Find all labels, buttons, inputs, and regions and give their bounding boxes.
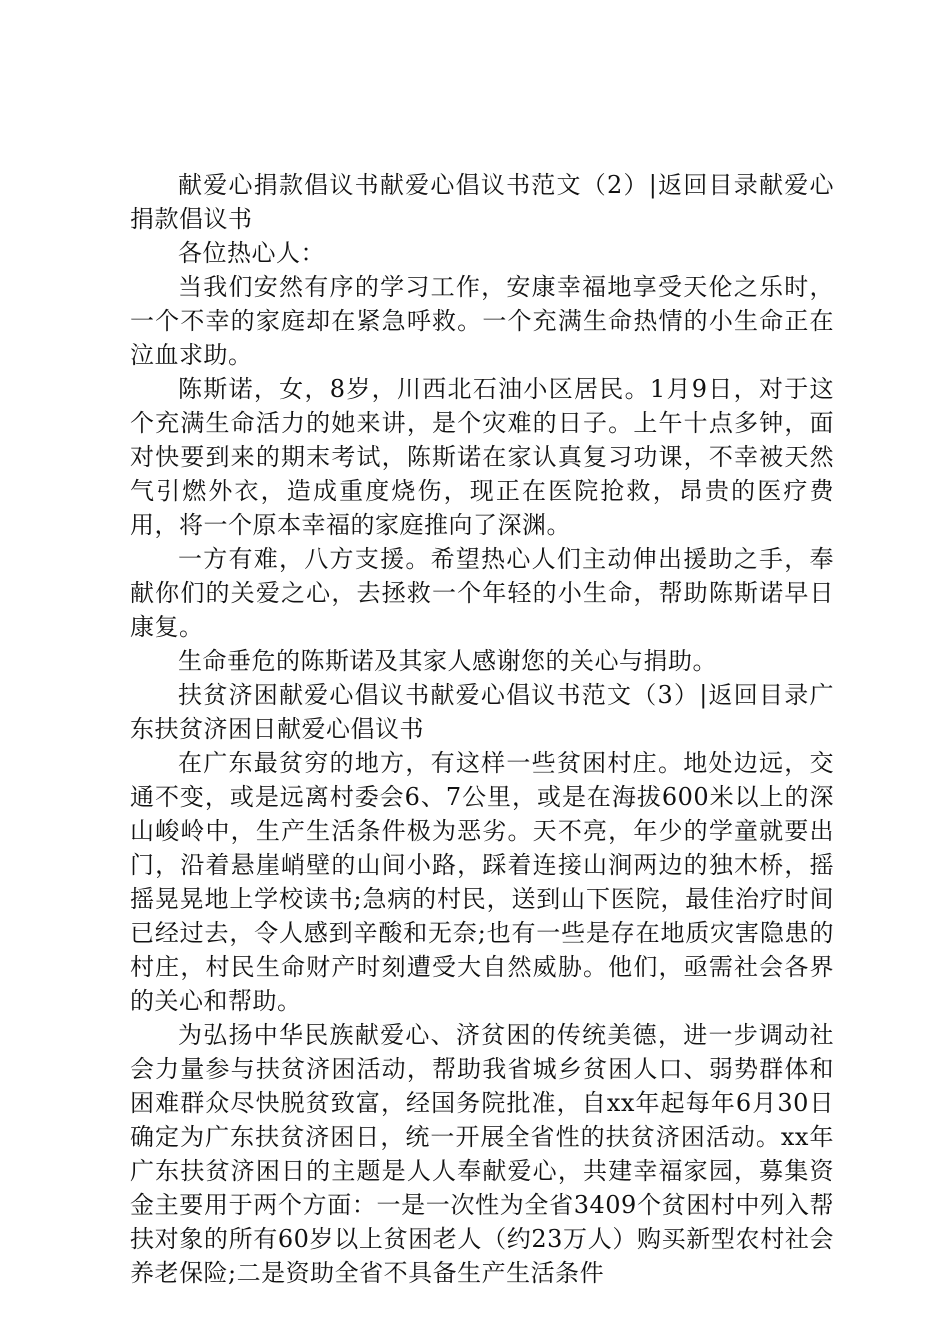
section-heading-2: 献爱心捐款倡议书献爱心倡议书范文（2）|返回目录献爱心捐款倡议书 (130, 171, 834, 233)
salutation: 各位热心人： (178, 239, 325, 267)
section-heading-3: 扶贫济困献爱心倡议书献爱心倡议书范文（3）|返回目录广东扶贫济困日献爱心倡议书 (130, 681, 834, 743)
body-paragraph: 生命垂危的陈斯诺及其家人感谢您的关心与捐助。 (178, 647, 717, 675)
body-paragraph: 当我们安然有序的学习工作，安康幸福地享受天伦之乐时，一个不幸的家庭却在紧急呼救。一个充满生命热情的小生命正在泣血求助。 (130, 273, 834, 369)
document-body (130, 168, 834, 1290)
body-paragraph: 在广东最贫穷的地方，有这样一些贫困村庄。地处边远，交通不变，或是远离村委会6、7公里，或是在海拔600米以上的深山峻岭中，生产生活条件极为恶劣。天不亮，年少的学童就要出门，沿着悬崖峭壁的山间小路，踩着连接山涧两边的独木桥，摇摇晃晃地上学校读书;急病的村民，送到山下医院，最佳治疗时间已经过去，令人感到辛酸和无奈;也有一些是存在地质灾害隐患的村庄，村民生命财产时刻遭受大自然威胁。他们，亟需社会各界的关心和帮助。 (130, 749, 834, 1015)
body-paragraph: 一方有难，八方支援。希望热心人们主动伸出援助之手，奉献你们的关爱之心，去拯救一个年轻的小生命，帮助陈斯诺早日康复。 (130, 545, 834, 641)
body-paragraph: 陈斯诺，女，8岁，川西北石油小区居民。1月9日，对于这个充满生命活力的她来讲，是个灾难的日子。上午十点多钟，面对快要到来的期末考试，陈斯诺在家认真复习功课，不幸被天然气引燃外衣，造成重度烧伤，现正在医院抢救，昂贵的医疗费用，将一个原本幸福的家庭推向了深渊。 (130, 375, 834, 539)
body-paragraph: 为弘扬中华民族献爱心、济贫困的传统美德，进一步调动社会力量参与扶贫济困活动，帮助我省城乡贫困人口、弱势群体和困难群众尽快脱贫致富，经国务院批准，自xx年起每年6月30日确定为广东扶贫济困日，统一开展全省性的扶贫济困活动。xx年广东扶贫济困日的主题是人人奉献爱心，共建幸福家园，募集资金主要用于两个方面：一是一次性为全省3409个贫困村中列入帮扶对象的所有60岁以上贫困老人（约23万人）购买新型农村社会养老保险;二是资助全省不具备生产生活条件 (130, 1021, 834, 1287)
